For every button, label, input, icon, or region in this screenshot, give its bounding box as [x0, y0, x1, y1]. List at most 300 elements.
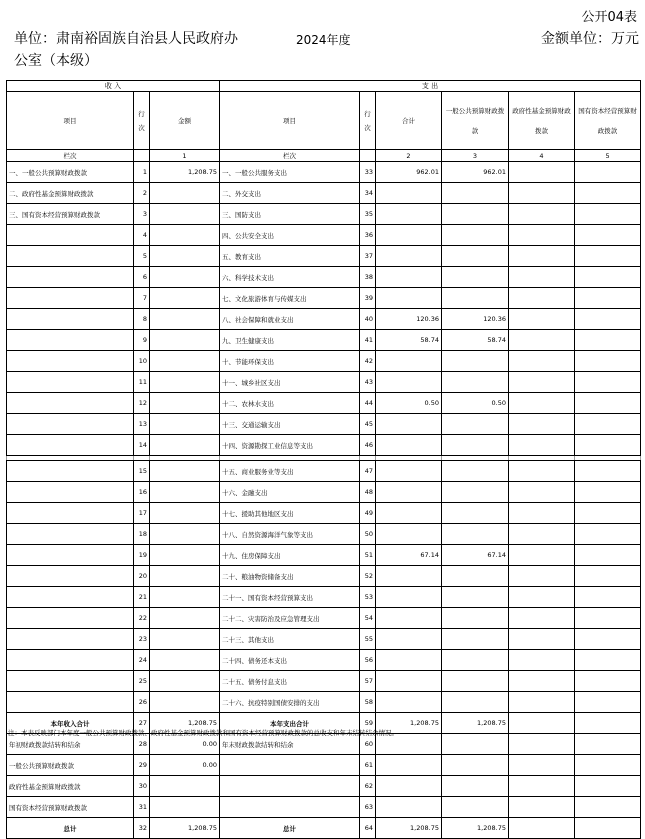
col-num-1: 1 [150, 150, 220, 162]
table-row [7, 351, 641, 372]
expense-total [376, 267, 442, 288]
expense-total: 0.50 [376, 393, 442, 414]
expense-total: 58.74 [376, 330, 442, 351]
expense-state-capital [575, 162, 641, 183]
income-amount: 1,208.75 [150, 162, 220, 183]
expense-gov-fund [509, 204, 575, 225]
report-year: 2024年度 [296, 33, 351, 47]
income-line-no: 30 [134, 776, 150, 797]
income-line-no: 18 [134, 524, 150, 545]
income-line-no: 8 [134, 309, 150, 330]
expense-gov-fund [509, 414, 575, 435]
income-line-no: 20 [134, 566, 150, 587]
col-income-item: 项目 [7, 92, 134, 150]
income-line-no: 31 [134, 797, 150, 818]
table-row [7, 776, 641, 797]
income-item [7, 435, 134, 456]
expense-total [376, 629, 442, 650]
expense-total [376, 435, 442, 456]
income-item [7, 629, 134, 650]
expense-general [442, 204, 509, 225]
expense-state-capital [575, 818, 641, 839]
expense-general [442, 482, 509, 503]
expense-state-capital [575, 225, 641, 246]
expense-item: 总计 [220, 818, 360, 839]
expense-gov-fund [509, 524, 575, 545]
expense-general [442, 755, 509, 776]
expense-general: 120.36 [442, 309, 509, 330]
expense-total [376, 288, 442, 309]
expense-general [442, 351, 509, 372]
expense-state-capital [575, 414, 641, 435]
col-num-4: 4 [509, 150, 575, 162]
expense-item: 十七、援助其他地区支出 [220, 503, 360, 524]
income-line-no: 22 [134, 608, 150, 629]
income-amount [150, 776, 220, 797]
expense-state-capital [575, 608, 641, 629]
income-line-no: 2 [134, 183, 150, 204]
expense-gov-fund [509, 734, 575, 755]
expense-gov-fund [509, 461, 575, 482]
income-line-no: 10 [134, 351, 150, 372]
expense-line-no: 46 [360, 435, 376, 456]
expense-total [376, 776, 442, 797]
expense-gov-fund [509, 650, 575, 671]
expense-gov-fund [509, 330, 575, 351]
income-line-no: 17 [134, 503, 150, 524]
expense-item: 十四、资源勘探工业信息等支出 [220, 435, 360, 456]
expense-item [220, 776, 360, 797]
table-row [7, 755, 641, 776]
income-amount [150, 267, 220, 288]
expense-item: 三、国防支出 [220, 204, 360, 225]
expense-total [376, 482, 442, 503]
income-amount [150, 393, 220, 414]
income-line-no: 14 [134, 435, 150, 456]
expense-general [442, 671, 509, 692]
expense-item [220, 797, 360, 818]
table-row [7, 183, 641, 204]
expense-state-capital [575, 246, 641, 267]
expense-general [442, 587, 509, 608]
expense-line-no: 56 [360, 650, 376, 671]
expense-item: 七、文化旅游体育与传媒支出 [220, 288, 360, 309]
table-row [7, 246, 641, 267]
expense-line-no: 44 [360, 393, 376, 414]
table-row [7, 461, 641, 482]
money-unit: 金额单位：万元 [541, 31, 639, 47]
income-amount [150, 372, 220, 393]
expense-line-no: 63 [360, 797, 376, 818]
expense-total [376, 566, 442, 587]
expense-item: 十九、住房保障支出 [220, 545, 360, 566]
income-amount [150, 671, 220, 692]
expense-general [442, 503, 509, 524]
income-amount: 0.00 [150, 734, 220, 755]
income-line-no: 4 [134, 225, 150, 246]
expense-line-no: 52 [360, 566, 376, 587]
expense-state-capital [575, 351, 641, 372]
table-row [7, 524, 641, 545]
expense-state-capital [575, 545, 641, 566]
income-amount [150, 503, 220, 524]
col-general-budget: 一般公共预算财政拨款 [442, 92, 509, 150]
expense-total [376, 503, 442, 524]
income-line-no: 11 [134, 372, 150, 393]
col-num-5: 5 [575, 150, 641, 162]
expense-gov-fund [509, 545, 575, 566]
income-item [7, 309, 134, 330]
income-item [7, 692, 134, 713]
lineno-label-income: 栏次 [7, 150, 134, 162]
expense-general [442, 692, 509, 713]
expense-line-no: 37 [360, 246, 376, 267]
expense-item: 十、节能环保支出 [220, 351, 360, 372]
income-amount [150, 414, 220, 435]
expense-gov-fund [509, 587, 575, 608]
expense-general [442, 414, 509, 435]
expense-item: 二十三、其他支出 [220, 629, 360, 650]
expense-state-capital [575, 330, 641, 351]
income-amount [150, 351, 220, 372]
income-item: 本年收入合计 [7, 713, 134, 734]
expense-total [376, 183, 442, 204]
expense-general: 0.50 [442, 393, 509, 414]
expense-item: 二十六、抗疫特别国债安排的支出 [220, 692, 360, 713]
expense-total: 1,208.75 [376, 818, 442, 839]
income-line-no: 19 [134, 545, 150, 566]
income-item [7, 671, 134, 692]
table-row [7, 162, 641, 183]
income-amount: 0.00 [150, 755, 220, 776]
expense-general [442, 372, 509, 393]
expense-general [442, 183, 509, 204]
unit-label: 单位：肃南裕固族自治县人民政府办 [14, 31, 238, 47]
expense-general [442, 246, 509, 267]
expense-item: 九、卫生健康支出 [220, 330, 360, 351]
expense-general [442, 629, 509, 650]
unit-label-cont: 公室（本级） [14, 53, 98, 69]
expense-item: 十五、商业服务业等支出 [220, 461, 360, 482]
income-amount: 1,208.75 [150, 818, 220, 839]
income-line-no: 13 [134, 414, 150, 435]
col-income-line: 行次 [134, 92, 150, 150]
expense-gov-fund [509, 435, 575, 456]
expense-general: 67.14 [442, 545, 509, 566]
income-line-no: 29 [134, 755, 150, 776]
table-row [7, 629, 641, 650]
table-row [7, 587, 641, 608]
expense-item: 四、公共安全支出 [220, 225, 360, 246]
expense-item: 二十四、债务还本支出 [220, 650, 360, 671]
income-item: 政府性基金预算财政拨款 [7, 776, 134, 797]
income-amount [150, 566, 220, 587]
expense-state-capital [575, 692, 641, 713]
table-row [7, 608, 641, 629]
income-item [7, 650, 134, 671]
expense-general: 1,208.75 [442, 818, 509, 839]
expense-state-capital [575, 713, 641, 734]
lineno-label-expense: 栏次 [220, 150, 360, 162]
col-total: 合计 [376, 92, 442, 150]
income-item: 一般公共预算财政拨款 [7, 755, 134, 776]
col-amount: 金额 [150, 92, 220, 150]
expense-state-capital [575, 461, 641, 482]
income-item [7, 393, 134, 414]
expense-total [376, 755, 442, 776]
expense-line-no: 59 [360, 713, 376, 734]
expense-total [376, 246, 442, 267]
expense-state-capital [575, 755, 641, 776]
col-num-2: 2 [376, 150, 442, 162]
income-item [7, 351, 134, 372]
expense-state-capital [575, 629, 641, 650]
expense-gov-fund [509, 566, 575, 587]
income-line-no: 23 [134, 629, 150, 650]
table-row [7, 671, 641, 692]
expense-section-title: 支 出 [220, 81, 641, 92]
expense-line-no: 53 [360, 587, 376, 608]
expense-state-capital [575, 650, 641, 671]
income-amount [150, 309, 220, 330]
income-line-no: 21 [134, 587, 150, 608]
expense-general [442, 225, 509, 246]
expense-state-capital [575, 503, 641, 524]
income-line-no: 28 [134, 734, 150, 755]
expense-state-capital [575, 734, 641, 755]
expense-state-capital [575, 524, 641, 545]
expense-state-capital [575, 776, 641, 797]
table-row [7, 393, 641, 414]
expense-item: 二、外交支出 [220, 183, 360, 204]
expense-total [376, 797, 442, 818]
expense-state-capital [575, 204, 641, 225]
expense-total [376, 692, 442, 713]
expense-line-no: 45 [360, 414, 376, 435]
expense-gov-fund [509, 183, 575, 204]
income-line-no: 6 [134, 267, 150, 288]
expense-total [376, 414, 442, 435]
income-item [7, 461, 134, 482]
expense-gov-fund [509, 692, 575, 713]
expense-line-no: 64 [360, 818, 376, 839]
expense-total [376, 204, 442, 225]
income-line-no: 12 [134, 393, 150, 414]
income-amount [150, 288, 220, 309]
expense-item: 十一、城乡社区支出 [220, 372, 360, 393]
expense-gov-fund [509, 776, 575, 797]
expense-total [376, 587, 442, 608]
income-line-no: 9 [134, 330, 150, 351]
expense-line-no: 60 [360, 734, 376, 755]
income-item [7, 225, 134, 246]
table-row [7, 204, 641, 225]
expense-state-capital [575, 288, 641, 309]
expense-total [376, 524, 442, 545]
income-amount [150, 482, 220, 503]
table-row [7, 414, 641, 435]
table-row [7, 288, 641, 309]
table-row [7, 566, 641, 587]
income-item: 三、国有资本经营预算财政拨款 [7, 204, 134, 225]
income-amount [150, 330, 220, 351]
expense-gov-fund [509, 246, 575, 267]
expense-general [442, 435, 509, 456]
expense-state-capital [575, 671, 641, 692]
income-item: 一、一般公共预算财政拨款 [7, 162, 134, 183]
expense-general [442, 288, 509, 309]
col-expense-item: 项目 [220, 92, 360, 150]
income-amount [150, 587, 220, 608]
expense-line-no: 35 [360, 204, 376, 225]
budget-table [6, 80, 641, 839]
expense-general [442, 776, 509, 797]
table-number: 公开04表 [581, 10, 637, 25]
table-row [7, 692, 641, 713]
blank-cell [134, 150, 150, 162]
income-item [7, 372, 134, 393]
col-gov-fund: 政府性基金预算财政拨款 [509, 92, 575, 150]
income-amount [150, 183, 220, 204]
expense-state-capital [575, 566, 641, 587]
expense-total [376, 351, 442, 372]
income-amount [150, 435, 220, 456]
table-row [7, 435, 641, 456]
expense-item: 十二、农林水支出 [220, 393, 360, 414]
expense-gov-fund [509, 351, 575, 372]
expense-gov-fund [509, 755, 575, 776]
expense-general: 58.74 [442, 330, 509, 351]
income-item [7, 566, 134, 587]
income-line-no: 24 [134, 650, 150, 671]
income-amount [150, 692, 220, 713]
expense-gov-fund [509, 713, 575, 734]
expense-line-no: 48 [360, 482, 376, 503]
expense-line-no: 51 [360, 545, 376, 566]
expense-line-no: 36 [360, 225, 376, 246]
expense-gov-fund [509, 393, 575, 414]
income-item: 年初财政拨款结转和结余 [7, 734, 134, 755]
expense-item: 二十、粮油物资储备支出 [220, 566, 360, 587]
expense-state-capital [575, 587, 641, 608]
expense-line-no: 49 [360, 503, 376, 524]
income-item [7, 267, 134, 288]
expense-general: 1,208.75 [442, 713, 509, 734]
expense-gov-fund [509, 608, 575, 629]
expense-general [442, 566, 509, 587]
expense-total [376, 225, 442, 246]
expense-total: 962.01 [376, 162, 442, 183]
income-amount [150, 797, 220, 818]
expense-line-no: 33 [360, 162, 376, 183]
table-row [7, 503, 641, 524]
expense-line-no: 41 [360, 330, 376, 351]
expense-line-no: 62 [360, 776, 376, 797]
expense-gov-fund [509, 372, 575, 393]
expense-gov-fund [509, 288, 575, 309]
expense-gov-fund [509, 482, 575, 503]
expense-state-capital [575, 797, 641, 818]
income-item [7, 414, 134, 435]
income-amount [150, 650, 220, 671]
income-line-no: 5 [134, 246, 150, 267]
expense-line-no: 47 [360, 461, 376, 482]
expense-gov-fund [509, 225, 575, 246]
table-row [7, 309, 641, 330]
expense-item: 二十一、国有资本经营预算支出 [220, 587, 360, 608]
table-row [7, 818, 641, 839]
income-line-no: 25 [134, 671, 150, 692]
expense-line-no: 34 [360, 183, 376, 204]
income-line-no: 32 [134, 818, 150, 839]
expense-gov-fund [509, 671, 575, 692]
col-expense-line: 行次 [360, 92, 376, 150]
income-item [7, 288, 134, 309]
income-line-no: 27 [134, 713, 150, 734]
expense-item: 本年支出合计 [220, 713, 360, 734]
expense-line-no: 55 [360, 629, 376, 650]
expense-general [442, 461, 509, 482]
table-row [7, 372, 641, 393]
expense-gov-fund [509, 162, 575, 183]
expense-gov-fund [509, 629, 575, 650]
expense-general [442, 797, 509, 818]
table-row [7, 267, 641, 288]
expense-total: 1,208.75 [376, 713, 442, 734]
col-state-capital: 国有资本经营预算财政拨款 [575, 92, 641, 150]
expense-general [442, 734, 509, 755]
expense-line-no: 42 [360, 351, 376, 372]
expense-gov-fund [509, 818, 575, 839]
income-line-no: 26 [134, 692, 150, 713]
income-item [7, 246, 134, 267]
expense-state-capital [575, 183, 641, 204]
income-line-no: 16 [134, 482, 150, 503]
col-num-3: 3 [442, 150, 509, 162]
expense-gov-fund [509, 267, 575, 288]
expense-general [442, 608, 509, 629]
income-item [7, 587, 134, 608]
expense-item: 六、科学技术支出 [220, 267, 360, 288]
table-row [7, 225, 641, 246]
income-item: 二、政府性基金预算财政拨款 [7, 183, 134, 204]
expense-state-capital [575, 393, 641, 414]
income-amount [150, 524, 220, 545]
income-item [7, 545, 134, 566]
expense-line-no: 58 [360, 692, 376, 713]
income-amount [150, 545, 220, 566]
blank-cell [360, 150, 376, 162]
expense-total [376, 650, 442, 671]
table-row [7, 545, 641, 566]
table-row [7, 797, 641, 818]
expense-total [376, 671, 442, 692]
expense-gov-fund [509, 309, 575, 330]
income-item [7, 524, 134, 545]
income-line-no: 3 [134, 204, 150, 225]
income-item [7, 482, 134, 503]
expense-item: 八、社会保障和就业支出 [220, 309, 360, 330]
expense-line-no: 40 [360, 309, 376, 330]
income-section-title: 收 入 [7, 81, 220, 92]
expense-line-no: 54 [360, 608, 376, 629]
expense-item: 五、教育支出 [220, 246, 360, 267]
expense-line-no: 61 [360, 755, 376, 776]
expense-general [442, 267, 509, 288]
expense-line-no: 38 [360, 267, 376, 288]
expense-total: 67.14 [376, 545, 442, 566]
table-row [7, 650, 641, 671]
